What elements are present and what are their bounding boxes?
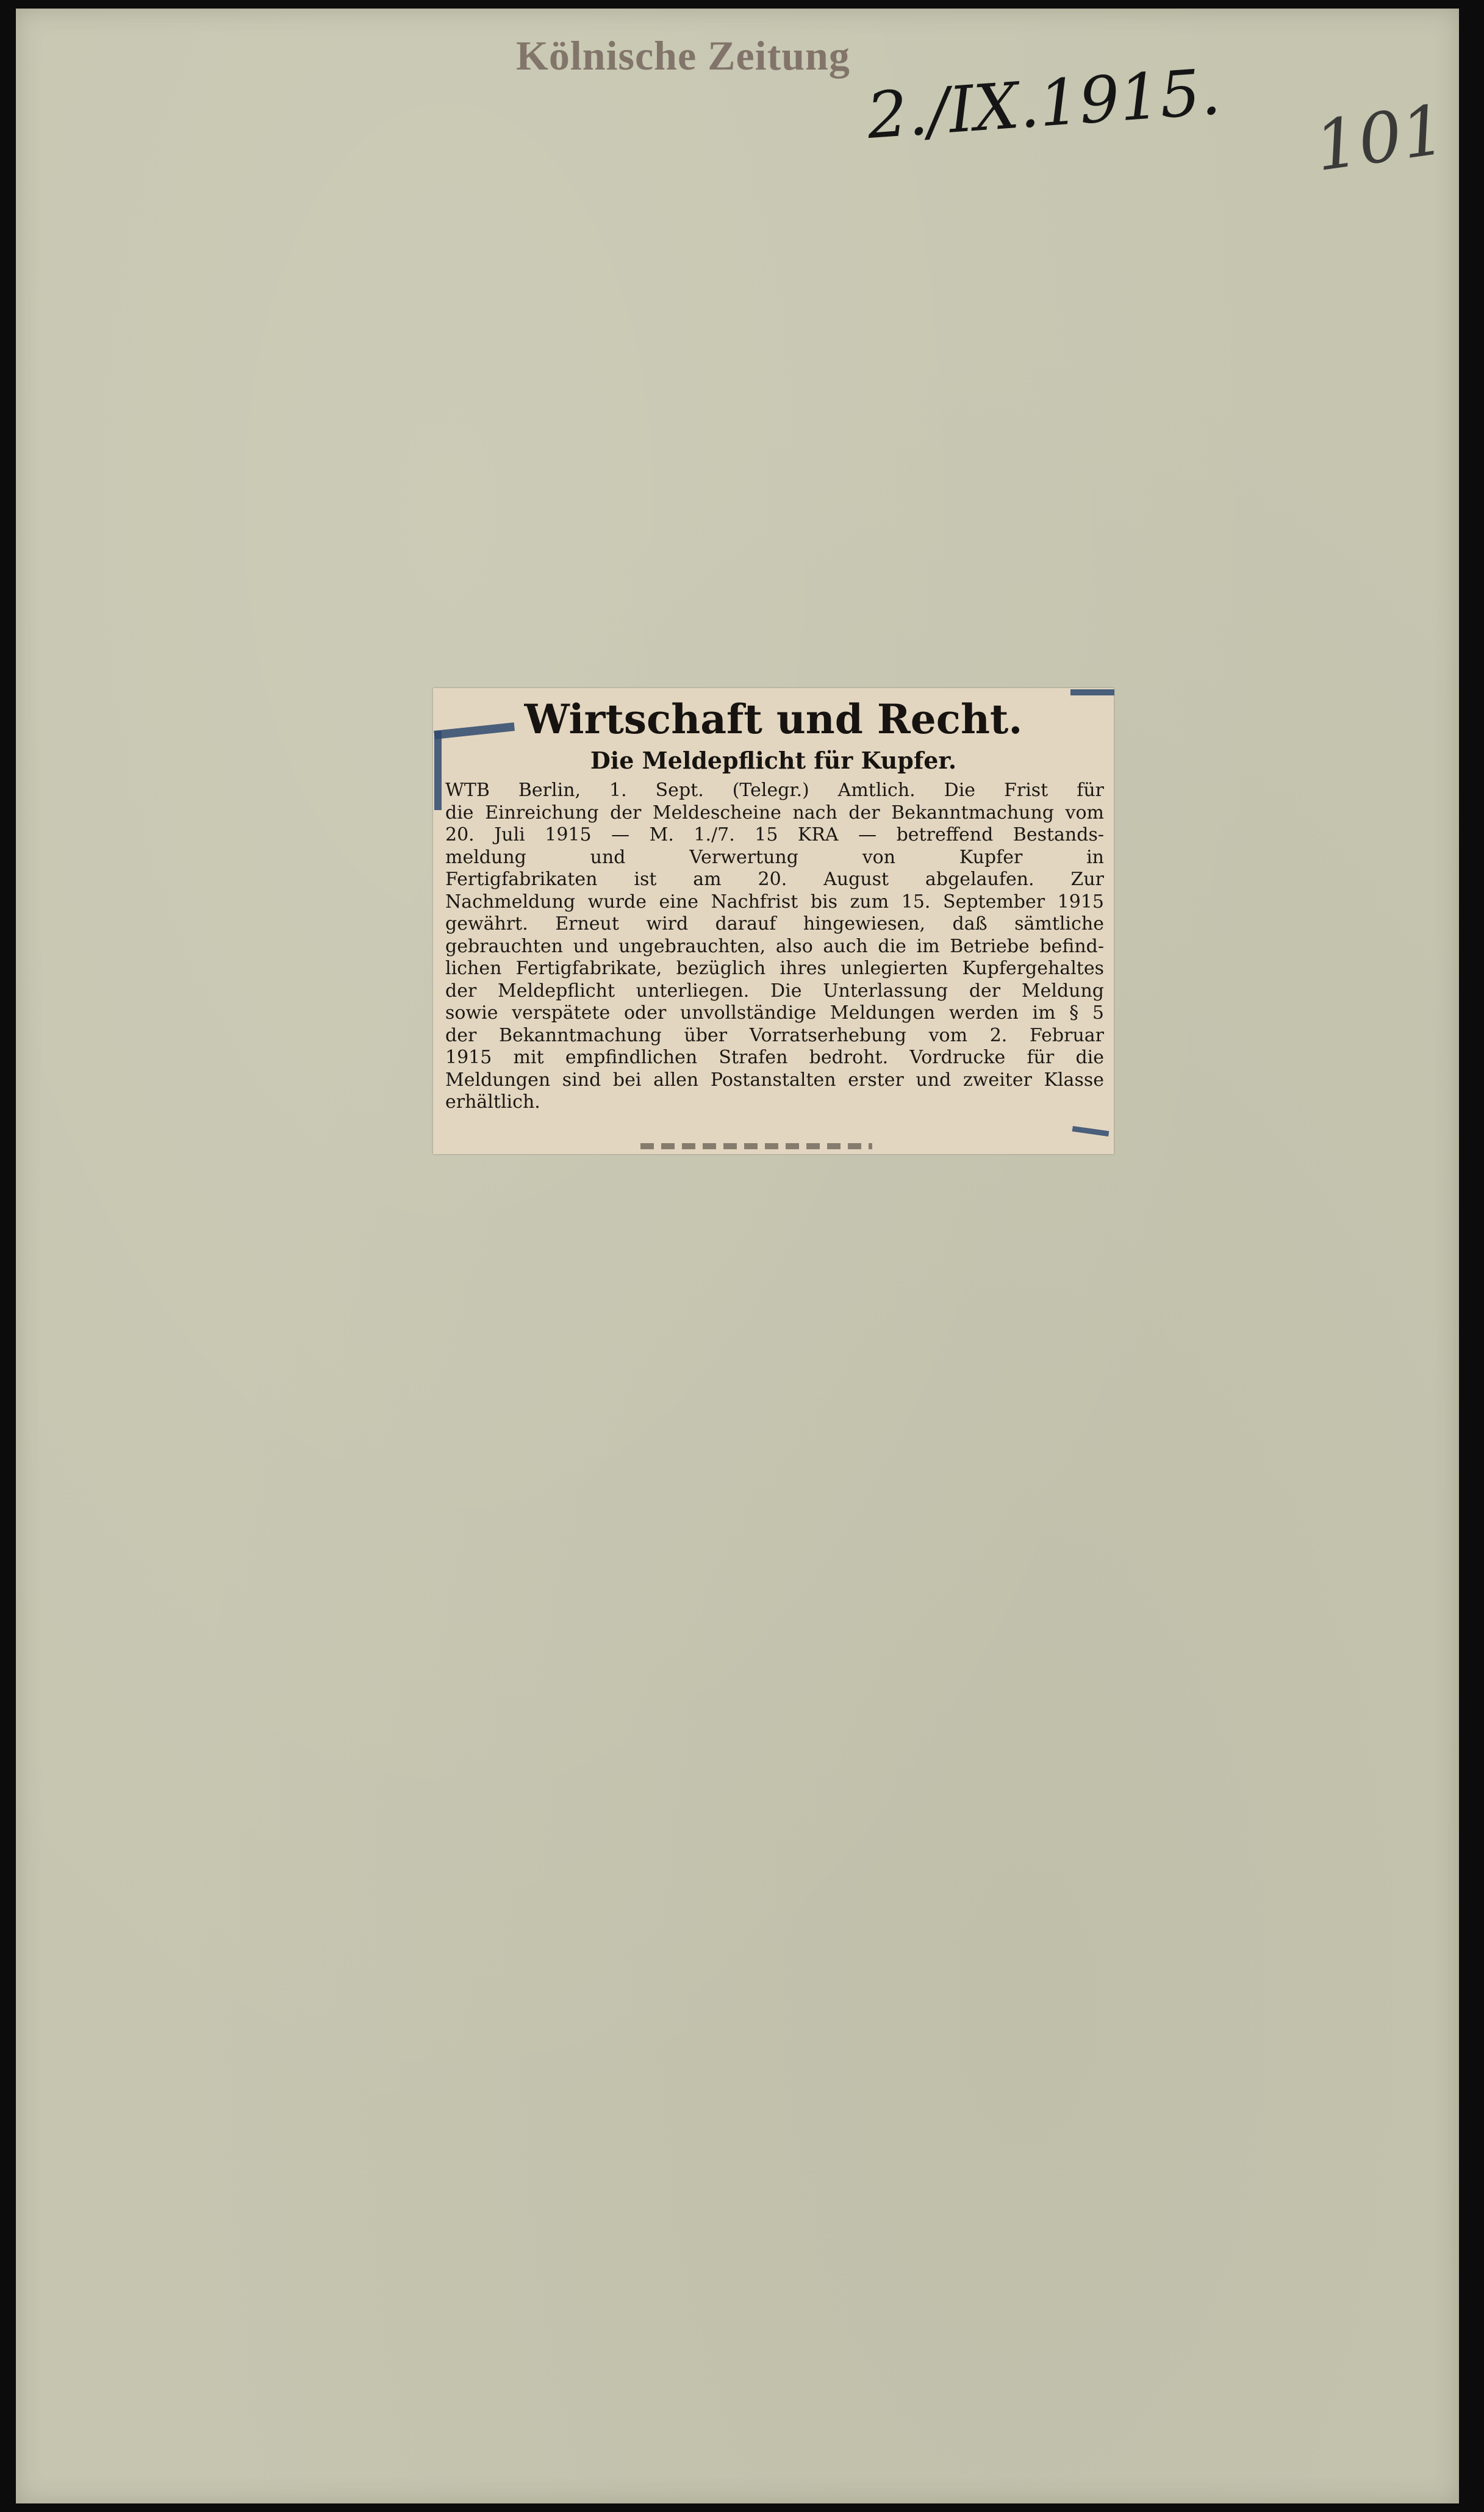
clipping-line: lichen Fertigfabrikate, bezüglich ihres unlegierten Kupfergehaltes <box>445 958 1104 979</box>
blue-pencil-mark-top-right <box>1070 689 1114 695</box>
clipping-line: gewährt. Erneut wird darauf hingewiesen, daß sämtliche <box>445 913 1104 935</box>
clipping-line: 1915 mit empfindlichen Strafen bedroht. Vordrucke für die <box>445 1047 1104 1068</box>
clipping-line: die Einreichung der Meldescheine nach der Bekanntmachung vom <box>445 802 1104 824</box>
clipping-body <box>445 780 1104 1114</box>
clipping-line: Fertigfabrikaten ist am 20. August abgelaufen. Zur <box>445 869 1104 890</box>
clipping-title: Wirtschaft und Recht. <box>524 695 1023 743</box>
clipping-line: 20. Juli 1915 — M. 1./7. 15 KRA — betreffend Bestands- <box>445 824 1104 845</box>
clipping-line: der Meldepflicht unterliegen. Die Unterlassung der Meldung <box>445 980 1104 1002</box>
handwritten-date: 2./IX.1915. <box>864 54 1223 154</box>
clipping-line: der Bekanntmachung über Vorratserhebung vom 2. Februar <box>445 1024 1104 1046</box>
clipping-line: erhältlich. <box>445 1091 540 1113</box>
clipping-line: meldung und Verwertung von Kupfer in <box>445 846 1104 868</box>
clipping-line: sowie verspätete oder unvollständige Meldungen werden im § 5 <box>445 1002 1104 1024</box>
clipping-subtitle: Die Meldepflicht für Kupfer. <box>590 747 957 774</box>
clipping-line: gebrauchten und ungebrauchten, also auch die im Betriebe befind- <box>445 935 1104 957</box>
newspaper-clipping <box>433 688 1114 1154</box>
archive-sheet <box>16 9 1459 2503</box>
clipping-line: WTB Berlin, 1. Sept. (Telegr.) Amtlich. Die Frist für <box>445 780 1104 801</box>
handwritten-folio-number: 101 <box>1310 90 1450 187</box>
clipping-line: Nachmeldung wurde eine Nachfrist bis zum 15. September 1915 <box>445 891 1104 913</box>
blue-pencil-mark-left <box>434 731 442 810</box>
cut-off-next-headline <box>640 1143 872 1149</box>
newspaper-stamp: Kölnische Zeitung <box>516 32 850 79</box>
clipping-line: Meldungen sind bei allen Postanstalten erster und zweiter Klasse <box>445 1069 1104 1091</box>
